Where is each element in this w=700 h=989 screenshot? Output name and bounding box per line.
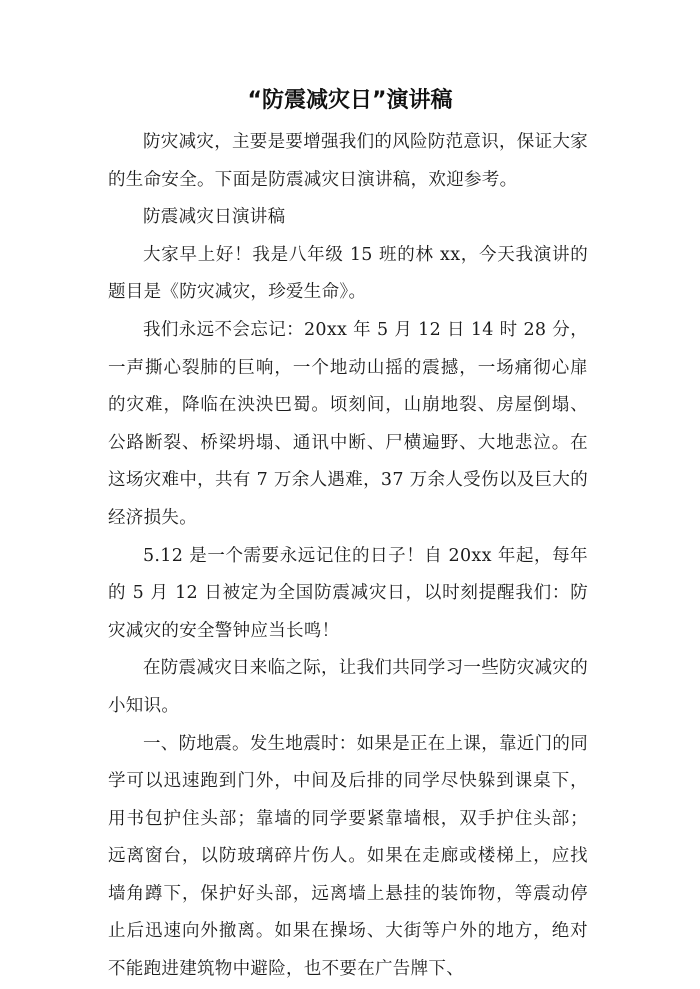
paragraph-knowledge: 在防震减灾日来临之际，让我们共同学习一些防灾减灾的小知识。 <box>108 658 588 716</box>
document-body <box>108 124 588 980</box>
document-title: “防震减灾日”演讲稿 <box>247 88 453 113</box>
paragraph-intro: 防灾减灾，主要是要增强我们的风险防范意识，保证大家的生命安全。下面是防震减灾日演讲稿，欢迎参考。 <box>108 132 588 190</box>
paragraph-greeting: 大家早上好！我是八年级 15 班的林 xx，今天我演讲的题目是《防灾减灾，珍爱生命》。 <box>108 244 588 303</box>
paragraph-memory: 我们永远不会忘记：20xx 年 5 月 12 日 14 时 28 分，一声撕心裂肺的巨响，一个地动山摇的震撼，一场痛彻心扉的灾难，降临在泱泱巴蜀。顷刻间，山崩地裂、房屋倒塌、公路断裂、桥梁坍塌、通讯中断、尸横遍野、大地悲泣。在这场灾难中，共有 7 万余人遇难，37 万余人受伤以及巨大的经济损失。 <box>108 319 588 528</box>
paragraph-subtitle: 防震减灾日演讲稿 <box>143 207 286 228</box>
paragraph-date: 5.12 是一个需要永远记住的日子！自 20xx 年起，每年的 5 月 12 日被定为全国防震减灾日，以时刻提醒我们：防灾减灾的安全警钟应当长鸣！ <box>108 545 588 641</box>
paragraph-earthquake: 一、防地震。发生地震时：如果是正在上课，靠近门的同学可以迅速跑到门外，中间及后排的同学尽快躲到课桌下，用书包护住头部；靠墙的同学要紧靠墙根，双手护住头部；远离窗台，以防玻璃碎片伤人。如果在走廊或楼梯上，应找墙角蹲下，保护好头部，远离墙上悬挂的装饰物，等震动停止后迅速向外撤离。如果在操场、大街等户外的地方，绝对不能跑进建筑物中避险，也不要在广告牌下、 <box>108 733 588 980</box>
